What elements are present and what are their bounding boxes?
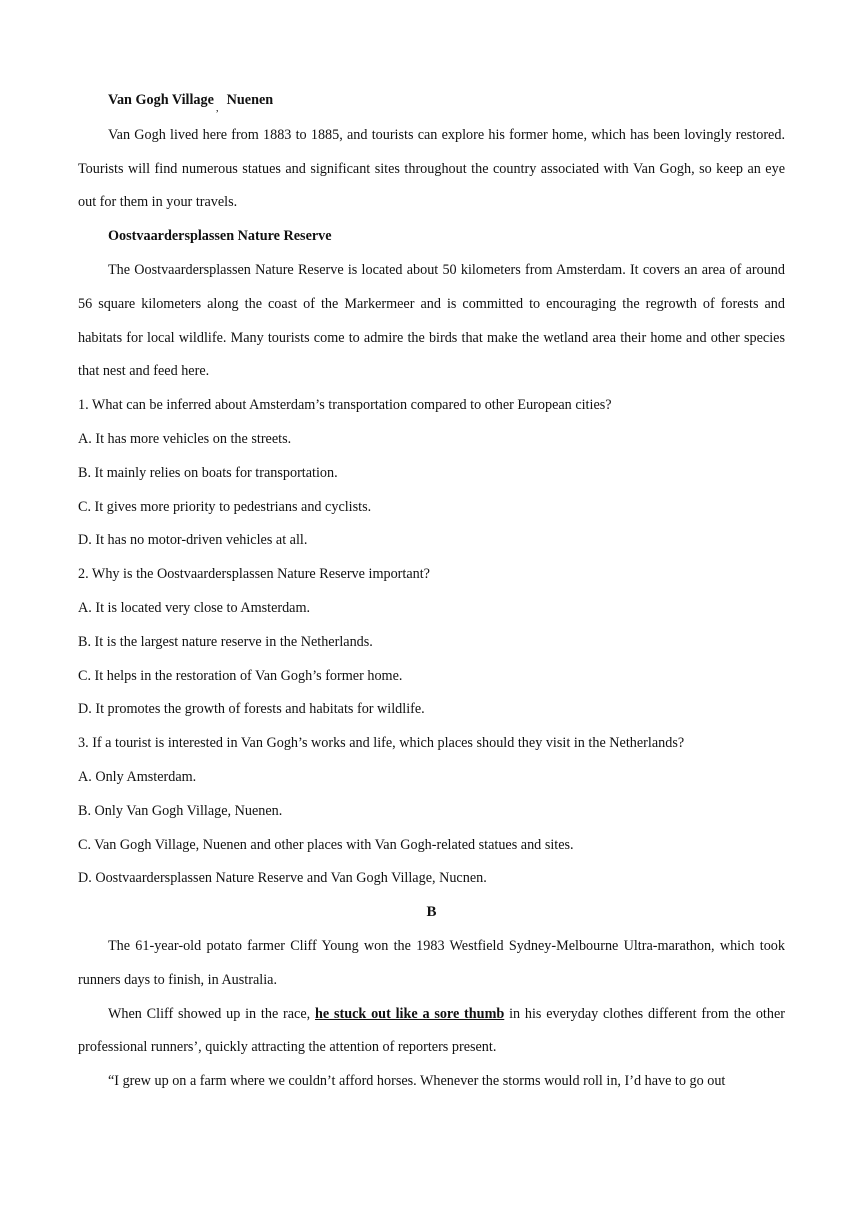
answer-option: C. It helps in the restoration of Van Gogh’s former home. xyxy=(78,667,403,684)
answer-option: B. It is the largest nature reserve in the Netherlands. xyxy=(78,633,373,650)
heading-separator: , xyxy=(215,102,219,114)
answer-option: D. Oostvaardersplassen Nature Reserve and Van Gogh Village, Nucnen. xyxy=(78,870,487,887)
question-stem: 3. If a tourist is interested in Van Gogh’s works and life, which places should they visit in the Netherlands? xyxy=(78,735,685,752)
answer-option: D. It has no motor-driven vehicles at all. xyxy=(78,532,308,549)
heading-text: Van Gogh Village xyxy=(108,92,214,108)
answer-option: B. Only Van Gogh Village, Nuenen. xyxy=(78,802,283,819)
answer-option: A. It has more vehicles on the streets. xyxy=(78,430,292,447)
answer-option: C. Van Gogh Village, Nuenen and other places with Van Gogh-related statues and sites. xyxy=(78,836,574,853)
paragraph-cliff-young: The 61-year-old potato farmer Cliff Young won the 1983 Westfield Sydney-Melbourne Ultra-marathon, which took runners days to finish, in Australia. xyxy=(78,937,785,988)
paragraph-race-appearance xyxy=(78,998,785,1066)
answer-option: D. It promotes the growth of forests and habitats for wildlife. xyxy=(78,701,425,718)
paragraph-quote: “I grew up on a farm where we couldn’t afford horses. Whenever the storms would roll in, I’d have to go out xyxy=(108,1073,726,1090)
answer-option: C. It gives more priority to pedestrians and cyclists. xyxy=(78,498,372,515)
heading-text: Nuenen xyxy=(226,92,274,108)
text-run: When Cliff showed up in the race, xyxy=(108,1005,315,1022)
question-2 xyxy=(78,558,785,727)
answer-option: B. It mainly relies on boats for transportation. xyxy=(78,464,338,481)
answer-option: A. Only Amsterdam. xyxy=(78,768,197,785)
section-heading-van-gogh-village xyxy=(78,84,785,119)
question-3 xyxy=(78,727,785,896)
section-heading-nature-reserve: Oostvaardersplassen Nature Reserve xyxy=(108,228,332,245)
paragraph-nature-reserve: The Oostvaardersplassen Nature Reserve is located about 50 kilometers from Amsterdam. It covers an area of around 56 square kilometers along the coast of the Markermeer and is committed to encouraging the regrowth of forests and habitats for local wildlife. Many tourists come to admire the birds that make the wetland area their home and other species that nest and feed here. xyxy=(78,261,785,380)
question-1 xyxy=(78,389,785,558)
underlined-phrase: he stuck out like a sore thumb xyxy=(315,1005,505,1022)
section-label-b: B xyxy=(426,904,437,921)
document-page xyxy=(78,84,785,1099)
paragraph-van-gogh-village: Van Gogh lived here from 1883 to 1885, and tourists can explore his former home, which has been lovingly restored. Tourists will find numerous statues and significant sites throughout the country associated with Van Gogh, so keep an eye out for them in your travels. xyxy=(78,126,785,211)
answer-option: A. It is located very close to Amsterdam. xyxy=(78,599,311,616)
question-stem: 1. What can be inferred about Amsterdam’s transportation compared to other European cities? xyxy=(78,397,612,414)
question-stem: 2. Why is the Oostvaardersplassen Nature Reserve important? xyxy=(78,566,430,583)
text-run: in his everyday clothes different from the other professional runners’, quickly attracting the attention of reporters present. xyxy=(78,1005,785,1056)
